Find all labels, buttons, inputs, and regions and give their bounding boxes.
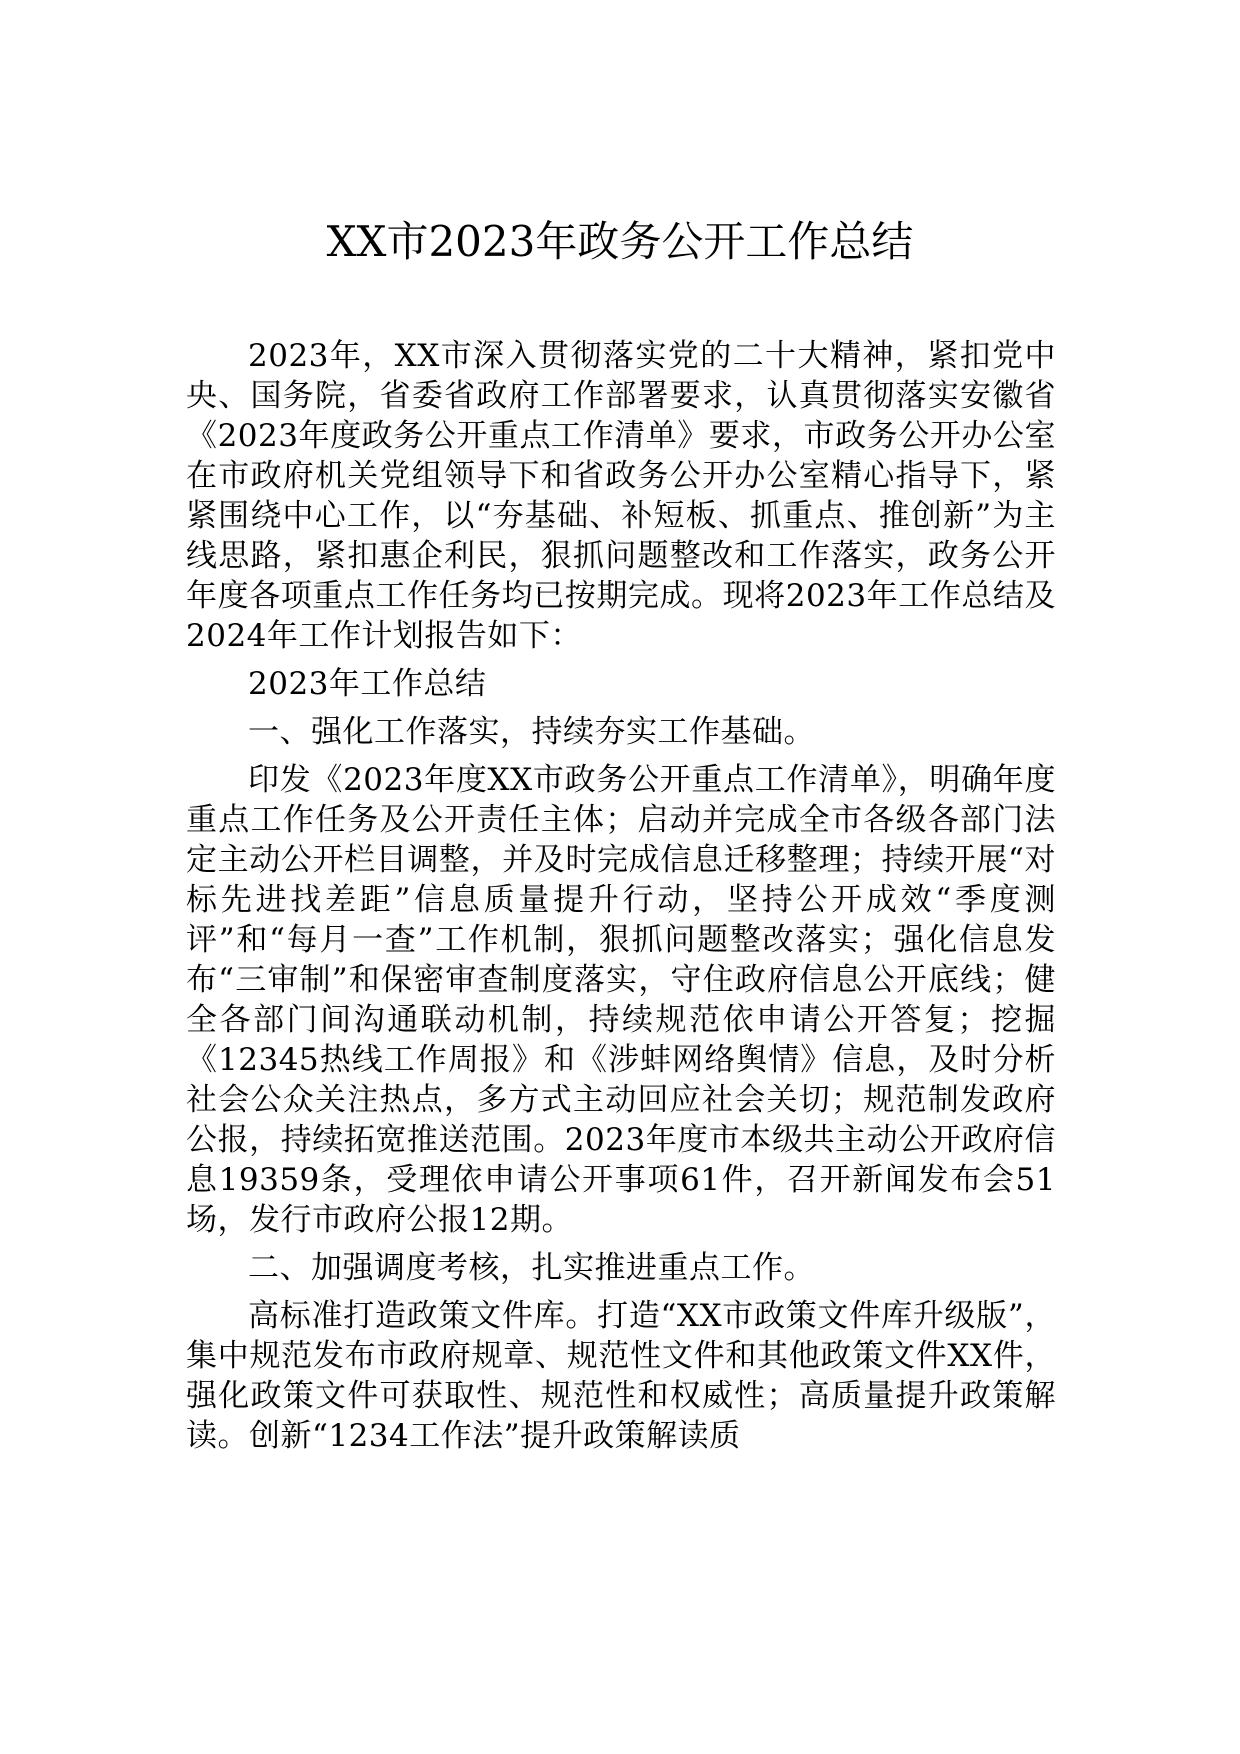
section-2-paragraph: 高标准打造政策文件库。打造“XX市政策文件库升级版”，集中规范发布市政府规章、规范性文件和其他政策文件XX件，强化政策文件可获取性、规范性和权威性；高质量提升政策解读。创新“1234工作法”提升政策解读质 <box>186 1298 1056 1454</box>
document-body <box>186 336 1056 1464</box>
intro-paragraph: 2023年，XX市深入贯彻落实党的二十大精神，紧扣党中央、国务院，省委省政府工作部署要求，认真贯彻落实安徽省《2023年度政务公开重点工作清单》要求，市政务公开办公室在市政府机关党组领导下和省政务公开办公室精心指导下，紧紧围绕中心工作，以“夯基础、补短板、抓重点、推创新”为主线思路，紧扣惠企利民，狠抓问题整改和工作落实，政务公开年度各项重点工作任务均已按期完成。现将2023年工作总结及2024年工作计划报告如下： <box>186 338 1056 654</box>
section-heading-summary: 2023年工作总结 <box>248 666 487 702</box>
section-heading-2: 二、加强调度考核，扎实推进重点工作。 <box>248 1250 815 1286</box>
section-1-paragraph: 印发《2023年度XX市政务公开重点工作清单》，明确年度重点工作任务及公开责任主体；启动并完成全市各级各部门法定主动公开栏目调整，并及时完成信息迁移整理；持续开展“对标先进找差距”信息质量提升行动，坚持公开成效“季度测评”和“每月一查”工作机制，狠抓问题整改落实；强化信息发布“三审制”和保密审查制度落实，守住政府信息公开底线；健全各部门间沟通联动机制，持续规范依申请公开答复；挖掘《12345热线工作周报》和《涉蚌网络舆情》信息，及时分析社会公众关注热点，多方式主动回应社会关切；规范制发政府公报，持续拓宽推送范围。2023年度市本级共主动公开政府信息19359条，受理依申请公开事项61件，召开新闻发布会51场，发行市政府公报12期。 <box>186 762 1056 1238</box>
section-heading-1: 一、强化工作落实，持续夯实工作基础。 <box>248 714 815 750</box>
document-title: XX市2023年政务公开工作总结 <box>326 217 914 266</box>
